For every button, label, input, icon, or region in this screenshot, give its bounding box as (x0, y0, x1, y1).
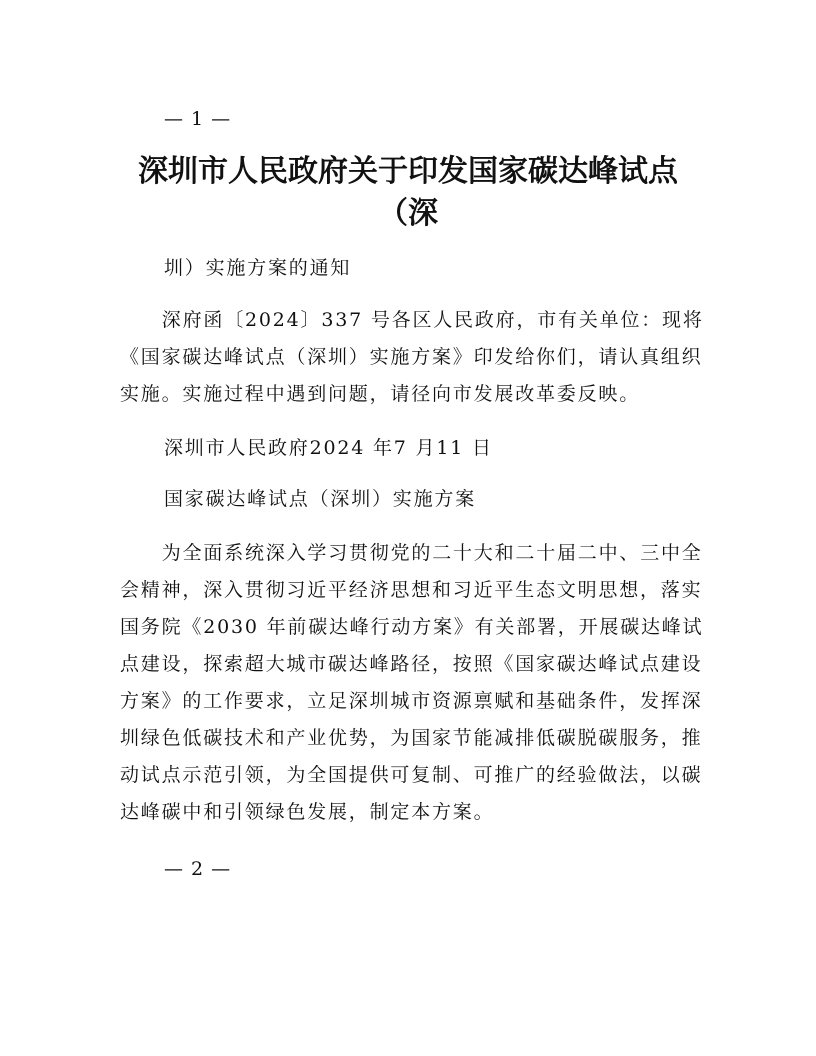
title-continuation: 圳）实施方案的通知 (164, 257, 352, 279)
plan-intro-paragraph: 为全面系统深入学习贯彻党的二十大和二十届二中、三中全会精神，深入贯彻习近平经济思想和习近平生态文明思想，落实国务院《2030 年前碳达峰行动方案》有关部署，开展碳达峰试点建设，探索超大城市碳达峰路径，按照《国家碳达峰试点建设方案》的工作要求，立足深圳城市资源禀赋和基础条件，发挥深圳绿色低碳技术和产业优势，为国家节能减排低碳脱碳服务，推动试点示范引领，为全国提供可复制、可推广的经验做法，以碳达峰碳中和引领绿色发展，制定本方案。 (120, 542, 704, 823)
plan-title: 国家碳达峰试点（深圳）实施方案 (164, 488, 477, 510)
document-title-line-2: （深 (378, 196, 438, 231)
page-number-1: — 1 — (164, 108, 232, 130)
notice-body: 深府函〔2024〕337 号各区人民政府，市有关单位：现将《国家碳达峰试点（深圳）实施方案》印发给你们，请认真组织实施。实施过程中遇到问题，请径向市发展改革委反映。 (120, 309, 704, 405)
document-title-line-1: 深圳市人民政府关于印发国家碳达峰试点 (138, 154, 678, 189)
page-number-2: — 2 — (164, 858, 232, 880)
signature-date: 深圳市人民政府2024 年7 月11 日 (164, 437, 493, 459)
